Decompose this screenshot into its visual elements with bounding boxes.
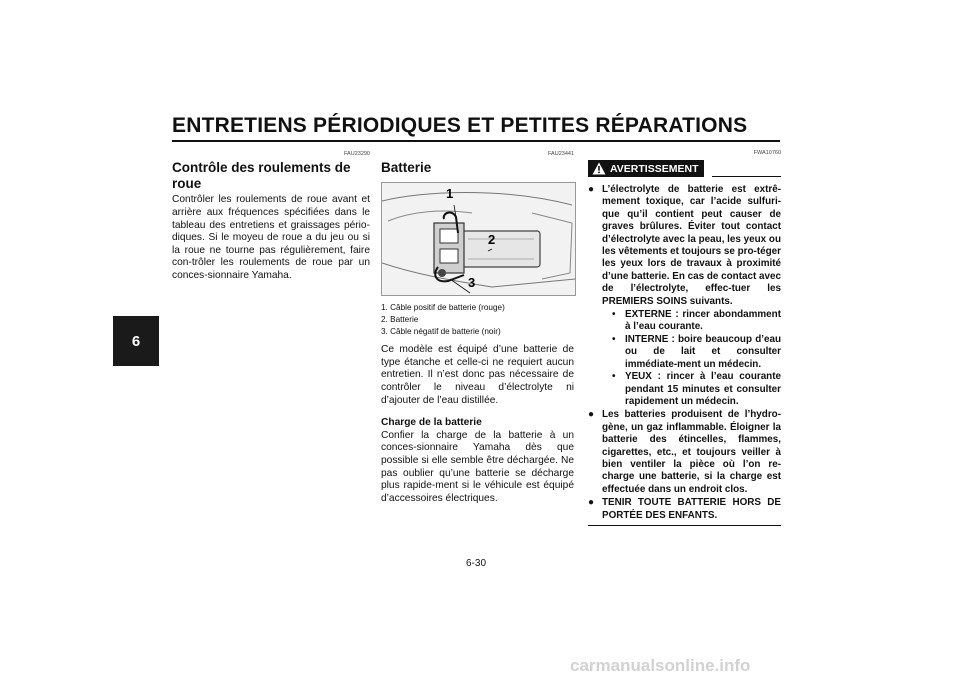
first-aid-item bbox=[602, 334, 781, 371]
legend-item: 3. Câble négatif de batterie (noir) bbox=[381, 327, 501, 337]
first-aid-item bbox=[602, 371, 781, 408]
warning-label-text: AVERTISSEMENT bbox=[610, 162, 699, 175]
battery-charge-heading: Charge de la batterie bbox=[381, 417, 482, 429]
first-aid-text: YEUX : rincer à l’eau courante pendant 15 minutes et consulter rapidement un médecin. bbox=[625, 371, 781, 407]
first-aid-text: EXTERNE : rincer abondamment à l’eau courante. bbox=[625, 309, 781, 333]
legend-item: 1. Câble positif de batterie (rouge) bbox=[381, 303, 505, 313]
battery-drawing bbox=[382, 183, 575, 295]
warning-rule bbox=[712, 176, 781, 177]
warning-item bbox=[588, 184, 781, 408]
warning-item-text: Les batteries produisent de l’hydro-gène, un gaz inflammable. Éloigner la batterie des étincelles, flammes, cigarettes, etc., et toujours veiller à bien ventiler la pièce où l’on re-charge une batterie, si la charge est effectuée dans un endroit clos. bbox=[602, 409, 781, 495]
callout-3: 3 bbox=[468, 275, 476, 291]
watermark: carmanualsonline.info bbox=[570, 656, 751, 675]
wheel-bearings-section bbox=[172, 150, 370, 283]
wheel-bearings-heading: Contrôle des roulements de roue bbox=[172, 160, 351, 192]
warning-item-text: L’électrolyte de batterie est extrê-mement toxique, car l’acide sulfuri-que qu’il contient peut causer de graves brûlures. Éviter tout contact d’électrolyte avec la peau, les yeux ou les vêtements et toujours se pro-téger les yeux lors de travaux à proximité d’une batterie. En cas de contact avec de l’électrolyte, effec-tuer les PREMIERS SOINS suivants. bbox=[602, 184, 781, 307]
section-code: FAU23290 bbox=[344, 151, 370, 157]
warning-item-text: TENIR TOUTE BATTERIE HORS DE PORTÉE DES ENFANTS. bbox=[602, 497, 781, 521]
battery-illustration bbox=[381, 182, 576, 296]
warning-label bbox=[588, 160, 704, 177]
callout-1: 1 bbox=[446, 186, 454, 202]
bullet-icon: ● bbox=[588, 497, 595, 509]
warning-bottom-rule bbox=[588, 525, 781, 526]
battery-charge-body: Confier la charge de la batterie à un conces-sionnaire Yamaha dès que possible si elle semble être déchargée. Ne pas oublier qu’une batterie se décharge plus rapide-ment si le véhicule est équipé d’accessoires électriques. bbox=[381, 429, 574, 504]
section-code: FAU23441 bbox=[548, 151, 574, 157]
warning-item bbox=[588, 497, 781, 522]
bullet-icon: ● bbox=[588, 409, 595, 421]
bullet-icon: ● bbox=[588, 184, 595, 195]
battery-body: Ce modèle est équipé d’une batterie de type étanche et celle-ci ne requiert aucun entretien. Il n’est donc pas nécessaire de contrôler le niveau d’électrolyte ni d’ajouter de l’eau distillée. bbox=[381, 344, 574, 406]
warning-header bbox=[588, 150, 781, 175]
sub-bullet-icon: • bbox=[612, 333, 616, 345]
wheel-bearings-body: Contrôler les roulements de roue avant et arrière aux fréquences spécifiées dans le tableau des entretiens et graissages pério-diques. Si le moyeu de roue a du jeu ou si la roue ne tourne pas régulièrement, faire con-trôler les roulements de roue par un conces-sionnaire Yamaha. bbox=[172, 194, 370, 281]
first-aid-item bbox=[602, 309, 781, 334]
first-aid-text: INTERNE : boire beaucoup d’eau ou de lait et consulter immédiate-ment un médecin. bbox=[625, 333, 781, 370]
warning-code: FWA10760 bbox=[753, 150, 781, 156]
warning-box bbox=[588, 150, 781, 526]
battery-section bbox=[381, 150, 574, 505]
first-aid-list bbox=[602, 309, 781, 408]
sub-bullet-icon: • bbox=[612, 309, 616, 321]
battery-heading: Batterie bbox=[381, 160, 432, 175]
chapter-number: 6 bbox=[131, 332, 141, 350]
warning-triangle-icon bbox=[592, 162, 606, 175]
warning-item bbox=[588, 409, 781, 496]
callout-2: 2 bbox=[488, 232, 496, 248]
title-rule bbox=[172, 140, 780, 142]
page-title: ENTRETIENS PÉRIODIQUES ET PETITES RÉPARATIONS bbox=[172, 114, 748, 137]
page-number: 6-30 bbox=[466, 558, 487, 569]
legend-item: 2. Batterie bbox=[381, 315, 419, 325]
figure-legend bbox=[381, 302, 574, 338]
warning-list bbox=[588, 184, 781, 522]
sub-bullet-icon: • bbox=[612, 371, 616, 383]
chapter-tab bbox=[113, 316, 159, 366]
